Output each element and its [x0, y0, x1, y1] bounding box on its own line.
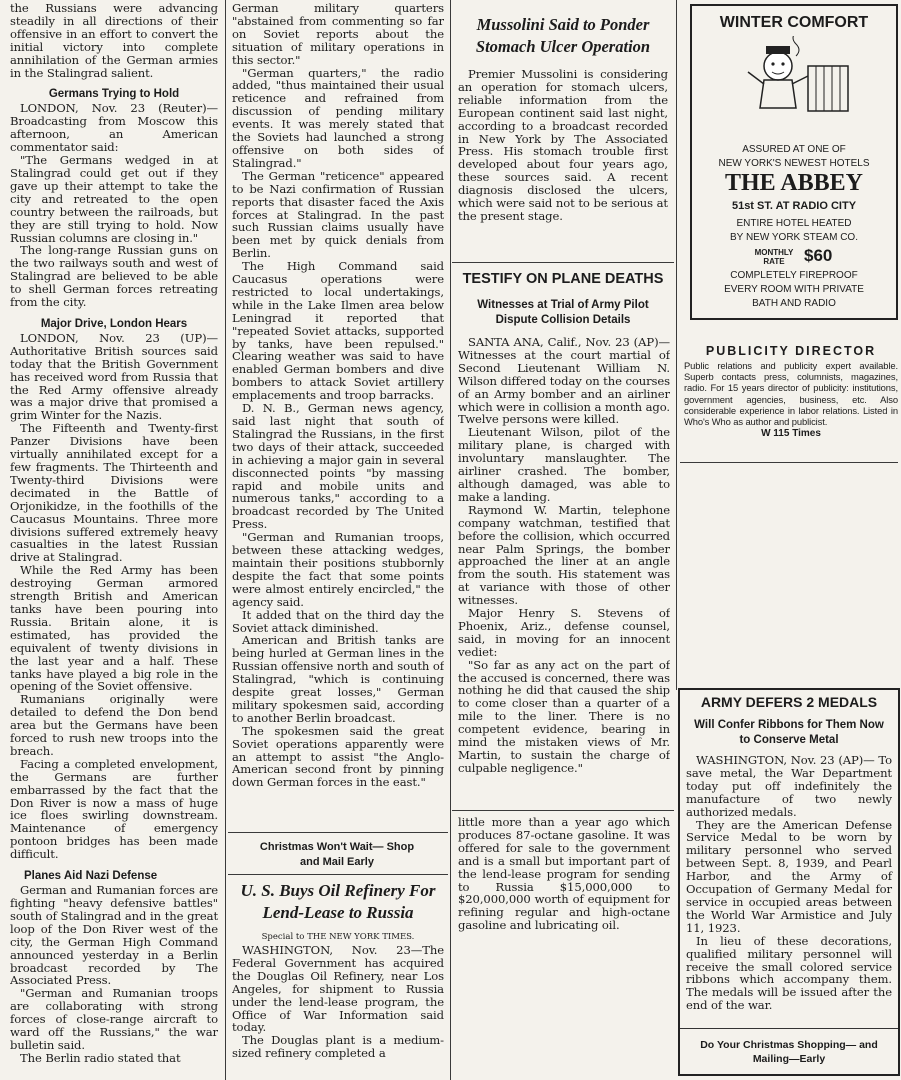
paragraph: In lieu of these decorations, qualified military personnel will receive the small colored service ribbons which accompany them. The medals will be issued after the end of the war. [686, 933, 892, 1013]
paragraph: American and British tanks are being hurled at German lines in the Russian offensive north and south of Stalingrad, "which is continuing despite great losses," German military spokesmen said, according to another Berlin broadcast. [232, 633, 444, 725]
paragraph: The Fifteenth and Twenty-first Panzer Divisions have been virtually annihilated except for a few fragments. The Thirteenth and Twenty-third Divisions were decimated in the Battle of Orjonikidze, in the foothills of the Caucasus Mountains. Three more divisions suffered extremely heavy casualties in the latest Russian drive at Stalingrad. [10, 421, 218, 565]
paragraph: The Douglas plant is a medium-sized refinery completed a [232, 1033, 444, 1061]
paragraph: German military quarters "abstained from commenting so far on Soviet reports about the situation of military operations in this sector." [232, 2, 444, 67]
paragraph: The long-range Russian guns on the two railways south and west of Stalingrad are believed to be able to shell German forces retreating from the city. [10, 243, 218, 310]
publicity-director-ad [684, 344, 898, 460]
paragraph: They are the American Defense Service Medal to be worn by military personnel who served between Sept. 8, 1939, and Pearl Harbor, and the Army of Occupation of Germany Medal for service in occupied areas between the World War Armistice and July 11, 1923. [686, 817, 892, 935]
subhead-plane-witnesses: Witnesses at Trial of Army Pilot Dispute Collision Details [477, 299, 649, 326]
paragraph: Raymond W. Martin, telephone company watchman, testified that before the collision, which occurred near Palm Springs, the bomber approached the liner at an angle from the south. His statement was at variance with those of other witnesses. [458, 502, 670, 608]
subhead-major-drive: Major Drive, London Hears [40, 317, 188, 330]
headline-oil-refinery: U. S. Buys Oil Refinery For Lend-Lease to Russia [240, 881, 436, 922]
paragraph: Facing a completed envelopment, the Germans are further embarrassed by the fact that the Don River is now a mass of huge ice floes swirling downstream. Maintenance of emergency pontoon bridges has been made difficult. [10, 756, 218, 862]
army-story-body [686, 754, 892, 1012]
paragraph: WASHINGTON, Nov. 23 (AP)— To save metal, the War Department today put off indefinitely the manufacture of two newly authorized medals. [686, 753, 892, 819]
subhead-germans-trying: Germans Trying to Hold [48, 88, 180, 101]
ad-line: ENTIRE HOTEL HEATED [736, 218, 852, 229]
paragraph: LONDON, Nov. 23 (Reuter)— Broadcasting from Moscow this afternoon, an American commentator said: [10, 101, 218, 155]
paragraph: The German "reticence" appeared to be Nazi confirmation of Russian reports that disaster faced the Axis forces at Stalingrad. In the past such Russian claims usually have been met by quick denials from Berlin. [232, 168, 444, 261]
column-2 [232, 2, 444, 832]
paragraph: "So far as any act on the part of the accused is concerned, there was nothing he did that caused the ship to come closer than a quarter of a mile to the liner. There is no competent evidence, bearing in mind the mistaken views of Mr. Martin, to sustain the charge of culpable negligence." [458, 657, 670, 775]
paragraph: Rumanians originally were detailed to defend the Don bend area but the Germans have been forced to rush new troops into the breach. [10, 692, 218, 758]
paragraph: Lieutenant Wilson, pilot of the military plane, is charged with involuntary manslaughter. The airliner crashed. The bomber, although damaged, was able to make a landing. [458, 425, 670, 504]
ad-line: BY NEW YORK STEAM CO. [730, 232, 858, 243]
christmas-shopping-filler: Do Your Christmas Shopping— and Mailing—Early [700, 1039, 878, 1065]
column-rule-2 [450, 0, 451, 1080]
hotel-address: 51st ST. AT RADIO CITY [731, 200, 857, 212]
reply-box: W 115 Times [761, 428, 821, 440]
byline: Special to THE NEW YORK TIMES. [261, 932, 415, 942]
ad-title: WINTER COMFORT [719, 14, 869, 31]
paragraph: The Berlin radio stated that [20, 1050, 181, 1065]
subhead-army-medals: Will Confer Ribbons for Them Now to Conserve Metal [694, 719, 884, 746]
ad-line: ASSURED AT ONE OF [742, 144, 846, 155]
paragraph: LONDON, Nov. 23 (UP)—Authoritative British sources said today that the British Government has received word from Russia that the Red Army offensive already was a major drive that promised a grim Winter for the Nazis. [10, 330, 218, 423]
paragraph: "German and Rumanian troops are collaborating with strong forces of close-range aircraft to ward off the Russians," the war bulletin said. [10, 986, 218, 1052]
oil-refinery-story [232, 932, 444, 1078]
paragraph: The spokesmen said the great Soviet operations apparently were an attempt to assist "the Anglo-American second front by pinning down German forces in the east." [232, 723, 444, 790]
divider [452, 810, 674, 811]
ad-title: PUBLICITY DIRECTOR [705, 344, 877, 358]
paragraph: "The Germans wedged in at Stalingrad could get out if they gave up their attempt to take the city and retreated to the open country between the railroads, but they are still trying to hold. Now Russian columns are closing in." [10, 153, 218, 245]
divider [680, 1028, 898, 1029]
rate-label: MONTHLY RATE [754, 248, 794, 266]
paragraph: German and Rumanian forces are fighting "heavy defensive battles" south of Stalingrad and in the great loop of the Don River west of the city, the German High Command announced yesterday in a Berlin broadcast recorded by The Associated Press. [10, 883, 218, 988]
plane-story [458, 336, 670, 806]
column-rule-1 [225, 0, 226, 1080]
mussolini-story [458, 68, 668, 258]
army-medals-story [678, 688, 900, 1076]
ad-body: Public relations and publicity expert available. Superb contacts press, columnists, magazines, radio. For 15 years director of publicity: institutions, government agencies, business, etc. Also considerable experience in labor relations. Listed in Who's Who as author and publicist. [684, 360, 898, 428]
paragraph: D. N. B., German news agency, said last night that south of Stalingrad the Russians, in the first two days of their attack, succeeded in achieving a major gain in several disconnected points "by massing rapid and mobile units and numerous tanks," according to a broadcast recorded by The United Press. [232, 401, 444, 532]
bellhop-illustration-icon [736, 36, 856, 116]
headline-plane-deaths: TESTIFY ON PLANE DEATHS [462, 271, 664, 287]
paragraph: SANTA ANA, Calif., Nov. 23 (AP)—Witnesses at the court martial of Second Lieutenant William N. Wilson differed today on the courses of an Army bomber and an airliner which were in collision a month ago. Twelve persons were killed. [458, 336, 670, 427]
ad-line: COMPLETELY FIREPROOF [730, 270, 858, 281]
oil-refinery-continued [458, 816, 670, 956]
column-rule-3 [676, 0, 677, 690]
lead-paragraph: the Russians were advancing steadily in all directions of their offensive in an effort to convert the initial victory into complete annihilation of the German armies in the Stalingrad salient. [10, 2, 218, 80]
paragraph: Major Henry S. Stevens of Phoenix, Ariz., defense counsel, said, in moving for an innocent vediet: [458, 606, 670, 659]
paragraph: "German quarters," the radio added, "thus maintained their usual reticence and refrained from discussion of pending military events. It was merely stated that the Soviets had launched a strong offensive on both sides of Stalingrad." [232, 65, 444, 170]
headline-mussolini: Mussolini Said to Ponder Stomach Ulcer Operation [475, 15, 651, 56]
christmas-filler: Christmas Won't Wait— Shop and Mail Early [259, 841, 415, 868]
ad-line: BATH AND RADIO [752, 298, 836, 309]
paragraph: It added that on the third day the Soviet attack diminished. [232, 607, 444, 635]
divider [680, 462, 898, 463]
hotel-name: THE ABBEY [724, 170, 864, 196]
paragraph: The High Command said Caucasus operations were restricted to local undertakings, while in the Lake Ilmen area below Leningrad it reported that "repeated Soviet attacks, supported by tanks, have been repulsed." Clearing weather was said to have enabled German bombers and dive bombers to attack Soviet artillery emplacements and troop barracks. [232, 259, 444, 403]
subhead-planes-aid: Planes Aid Nazi Defense [24, 870, 158, 883]
paragraph: While the Red Army has been destroying German armored strength British and American tanks have been pouring into Russia. Britain alone, it is estimated, has provided the equivalent of twenty divisions in the last year and a half. These tanks have played a big role in the opening of the Soviet offensive. [10, 563, 218, 694]
ad-line: EVERY ROOM WITH PRIVATE [724, 284, 864, 295]
headline-army-medals: ARMY DEFERS 2 MEDALS [700, 694, 878, 710]
divider [228, 832, 448, 833]
divider [228, 874, 448, 875]
paragraph: WASHINGTON, Nov. 23—The Federal Government has acquired the Douglas Oil Refinery, near Los Angeles, for shipment to Russia under the lend-lease program, the Office of War Information said today. [232, 943, 444, 1035]
paragraph: little more than a year ago which produces 87-octane gasoline. It was offered for sale to the government and is a small but important part of the lend-lease program for sending to Russia $15,000,000 to $20,000,000 worth of equipment for refining regular and high-octane gasoline and lubricating oil. [458, 816, 670, 933]
paragraph: Premier Mussolini is considering an operation for stomach ulcers, reliable information from the European continent said last night, according to a broadcast recorded in New York by The Associated Press. His stomach trouble first developed about four years ago, these sources said. A recent diagnosis disclosed the ulcers, which were said not to be serious at the present stage. [458, 68, 668, 223]
abbey-hotel-ad [690, 4, 898, 320]
monthly-rate: $60 [804, 246, 833, 265]
paragraph: "German and Rumanian troops, between these attacking wedges, maintain their positions stubbornly despite the fact that some points were almost entirely encircled," the agency said. [232, 530, 444, 609]
divider [452, 262, 674, 263]
column-1 [10, 2, 218, 1078]
ad-line: NEW YORK'S NEWEST HOTELS [718, 158, 870, 169]
